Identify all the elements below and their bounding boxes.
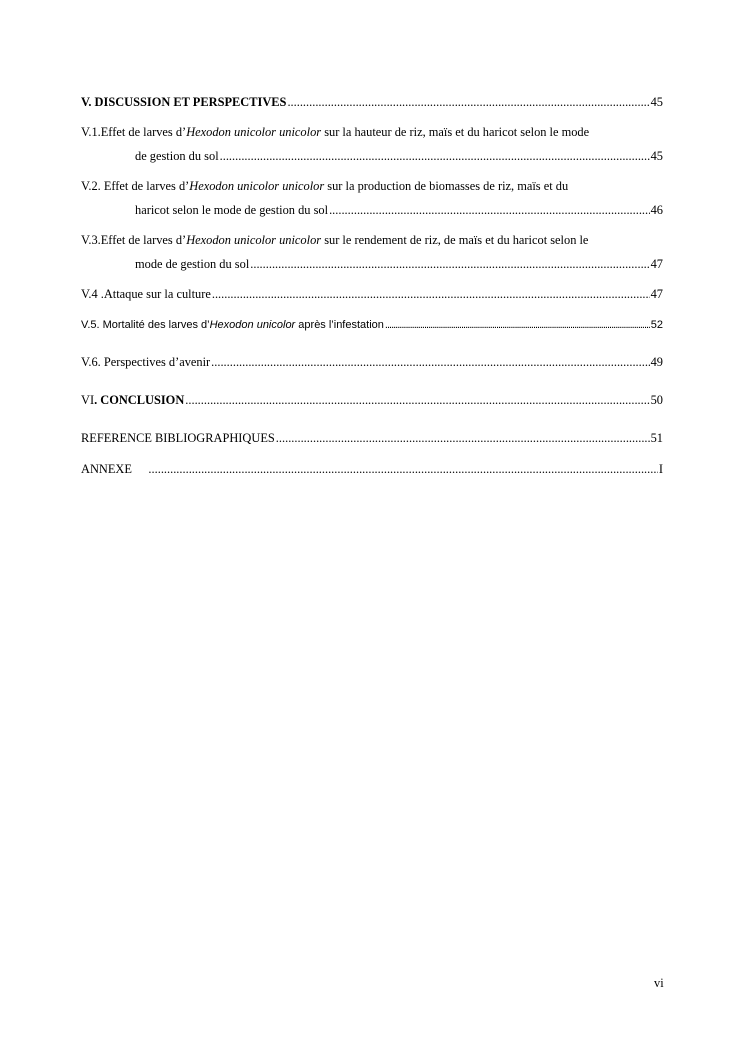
page-number: vi bbox=[654, 976, 664, 990]
toc-leader-dots bbox=[287, 94, 649, 110]
toc-entry-v6[interactable] bbox=[81, 354, 663, 370]
toc-leader-dots bbox=[211, 354, 649, 370]
toc-entry-v3-line1[interactable] bbox=[81, 232, 588, 248]
toc-entry-title: V.4 .Attaque sur la culture bbox=[81, 287, 211, 301]
toc-entry-v1-line2[interactable] bbox=[135, 148, 663, 164]
toc-page-number: 45 bbox=[650, 149, 663, 163]
toc-page-number: 50 bbox=[650, 393, 663, 407]
toc-entry-title: V.2. Effet de larves d’ bbox=[81, 179, 190, 193]
toc-entry-title: V.1.Effet de larves d’ bbox=[81, 125, 187, 139]
toc-entry-references[interactable] bbox=[81, 430, 663, 446]
toc-page-number: 52 bbox=[650, 319, 663, 331]
toc-entry-v2-line2[interactable] bbox=[135, 202, 663, 218]
toc-leader-dots bbox=[329, 202, 650, 218]
toc-page-number: 47 bbox=[650, 287, 663, 301]
toc-entry-conclusion[interactable] bbox=[81, 392, 663, 408]
toc-entry-title: REFERENCE BIBLIOGRAPHIQUES bbox=[81, 431, 275, 445]
toc-page-number: 46 bbox=[650, 203, 663, 217]
toc-leader-dots bbox=[148, 461, 657, 477]
toc-entry-discussion[interactable] bbox=[81, 94, 663, 110]
toc-leader-dots bbox=[276, 430, 650, 446]
toc-entry-suffix: après l’infestation bbox=[295, 319, 384, 331]
toc-species-name: Hexodon unicolor bbox=[209, 319, 296, 331]
toc-entry-prefix: VI bbox=[81, 393, 95, 407]
toc-entry-title bbox=[81, 317, 384, 333]
toc-entry-bold-title: . CONCLUSION bbox=[94, 393, 185, 407]
toc-entry-title: ANNEXE bbox=[81, 462, 148, 476]
toc-entry-v5[interactable] bbox=[81, 317, 663, 333]
toc-entry-title: V. DISCUSSION ET PERSPECTIVES bbox=[81, 95, 287, 109]
toc-entry-v3-line2[interactable] bbox=[135, 256, 663, 272]
toc-entry-annexe[interactable] bbox=[81, 461, 663, 477]
toc-page-number: I bbox=[658, 462, 663, 476]
toc-page-number: 51 bbox=[650, 431, 663, 445]
toc-leader-dots bbox=[385, 317, 650, 333]
toc-entry-title bbox=[81, 392, 184, 408]
toc-page-number: 45 bbox=[650, 95, 663, 109]
toc-entry-title-cont: sur le rendement de riz, de maïs et du haricot selon le bbox=[321, 233, 589, 247]
toc-page-number: 49 bbox=[650, 355, 663, 369]
toc-entry-prefix: V.5. Mortalité des larves d’ bbox=[81, 319, 210, 331]
toc-page-number: 47 bbox=[650, 257, 663, 271]
toc-leader-dots bbox=[220, 148, 650, 164]
toc-species-name: Hexodon unicolor unicolor bbox=[186, 125, 322, 139]
toc-entry-title-cont: sur la production de biomasses de riz, maïs et du bbox=[324, 179, 569, 193]
toc-entry-v2-line1[interactable] bbox=[81, 178, 568, 194]
toc-species-name: Hexodon unicolor unicolor bbox=[186, 233, 322, 247]
toc-entry-title: V.6. Perspectives d’avenir bbox=[81, 355, 211, 369]
toc-entry-v4[interactable] bbox=[81, 286, 663, 302]
toc-leader-dots bbox=[185, 392, 649, 408]
toc-entry-continuation: haricot selon le mode de gestion du sol bbox=[135, 203, 329, 217]
toc-entry-continuation: de gestion du sol bbox=[135, 149, 219, 163]
toc-species-name: Hexodon unicolor unicolor bbox=[189, 179, 325, 193]
toc-entry-title-cont: sur la hauteur de riz, maïs et du haricot selon le mode bbox=[321, 125, 590, 139]
toc-entry-title: V.3.Effet de larves d’ bbox=[81, 233, 187, 247]
toc-leader-dots bbox=[250, 256, 649, 272]
toc-entry-v1-line1[interactable] bbox=[81, 124, 589, 140]
toc-leader-dots bbox=[212, 286, 650, 302]
toc-entry-continuation: mode de gestion du sol bbox=[135, 257, 250, 271]
